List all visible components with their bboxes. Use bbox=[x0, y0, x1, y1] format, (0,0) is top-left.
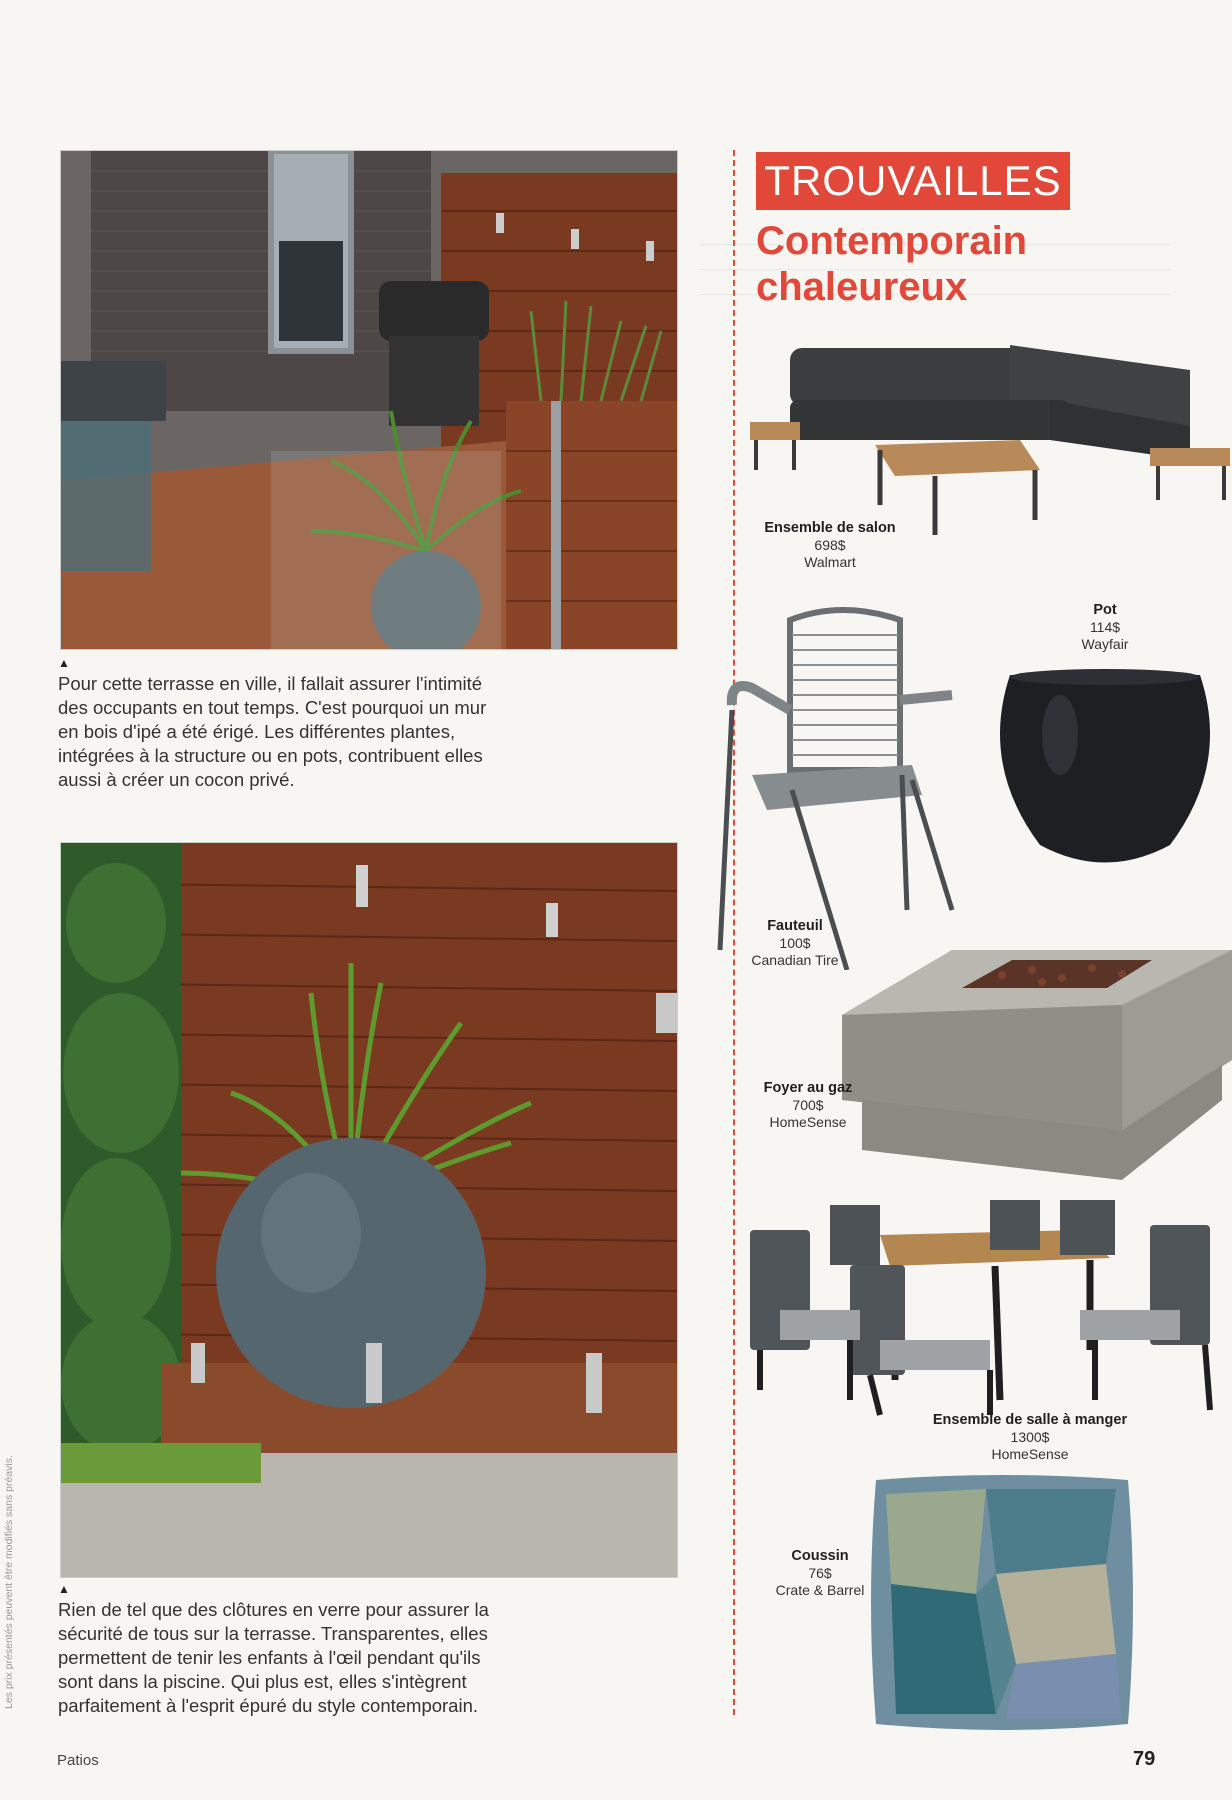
armchair-image bbox=[712, 600, 962, 970]
page-number: 79 bbox=[1133, 1748, 1156, 1770]
product-label-pot bbox=[1060, 602, 1150, 653]
caption-marker-1: ▲ bbox=[58, 656, 70, 670]
pot-image bbox=[990, 665, 1220, 865]
sofa-set-image bbox=[750, 330, 1230, 540]
product-label-armchair bbox=[730, 918, 860, 969]
product-label-dining-set bbox=[920, 1412, 1140, 1463]
terrace-photo bbox=[60, 150, 678, 650]
footer-section-name: Patios bbox=[57, 1752, 99, 1769]
product-name: Coussin bbox=[791, 1548, 849, 1564]
dining-set-image bbox=[750, 1200, 1220, 1420]
product-store: Wayfair bbox=[1081, 636, 1129, 652]
headline-line-2: chaleureux bbox=[756, 265, 968, 309]
product-store: Crate & Barrel bbox=[775, 1582, 865, 1598]
section-headline bbox=[756, 218, 1027, 310]
product-price: 700$ bbox=[792, 1097, 824, 1113]
caption-marker-2: ▲ bbox=[58, 1582, 70, 1596]
product-name: Fauteuil bbox=[767, 918, 823, 934]
product-store: HomeSense bbox=[769, 1114, 847, 1130]
product-name: Ensemble de salon bbox=[764, 520, 896, 536]
product-label-sofa bbox=[745, 520, 915, 571]
product-price: 100$ bbox=[779, 935, 811, 951]
product-name: Ensemble de salle à manger bbox=[932, 1412, 1128, 1428]
product-store: Canadian Tire bbox=[751, 952, 839, 968]
price-disclaimer bbox=[2, 1360, 16, 1710]
product-price: 1300$ bbox=[1010, 1429, 1050, 1445]
section-tag: TROUVAILLES bbox=[756, 152, 1070, 210]
product-price: 76$ bbox=[808, 1565, 832, 1581]
product-store: HomeSense bbox=[991, 1446, 1069, 1462]
product-store: Walmart bbox=[804, 554, 856, 570]
price-disclaimer-text: Les prix présentés peuvent être modifiés sans préavis. bbox=[3, 1455, 15, 1709]
product-label-fire-table bbox=[748, 1080, 868, 1131]
caption-terrace: Pour cette terrasse en ville, il fallait assurer l'intimité des occupants en tout temps. C'est pourquoi un mur en bois d'ipé a été érigé. Les différentes plantes, intégrées à la structure ou en pots, contribuent elles aussi à créer un cocon privé. bbox=[58, 673, 487, 790]
product-price: 114$ bbox=[1089, 619, 1121, 635]
glass-fence-photo bbox=[60, 842, 678, 1578]
cushion-image bbox=[866, 1474, 1138, 1730]
headline-line-1: Contemporain bbox=[756, 219, 1028, 263]
product-name: Pot bbox=[1093, 602, 1117, 618]
fire-table-image bbox=[842, 950, 1232, 1180]
caption-glass-fence: Rien de tel que des clôtures en verre pour assurer la sécurité de tous sur la terrasse. Transparentes, elles permettent de tenir les enfants à l'œil pendant qu'ils sont dans la piscine. Qui plus est, elles s'intègrent parfaitement à l'esprit épuré du style contemporain. bbox=[58, 1599, 489, 1716]
product-name: Foyer au gaz bbox=[763, 1080, 853, 1096]
product-price: 698$ bbox=[814, 537, 846, 553]
product-label-cushion bbox=[760, 1548, 880, 1599]
